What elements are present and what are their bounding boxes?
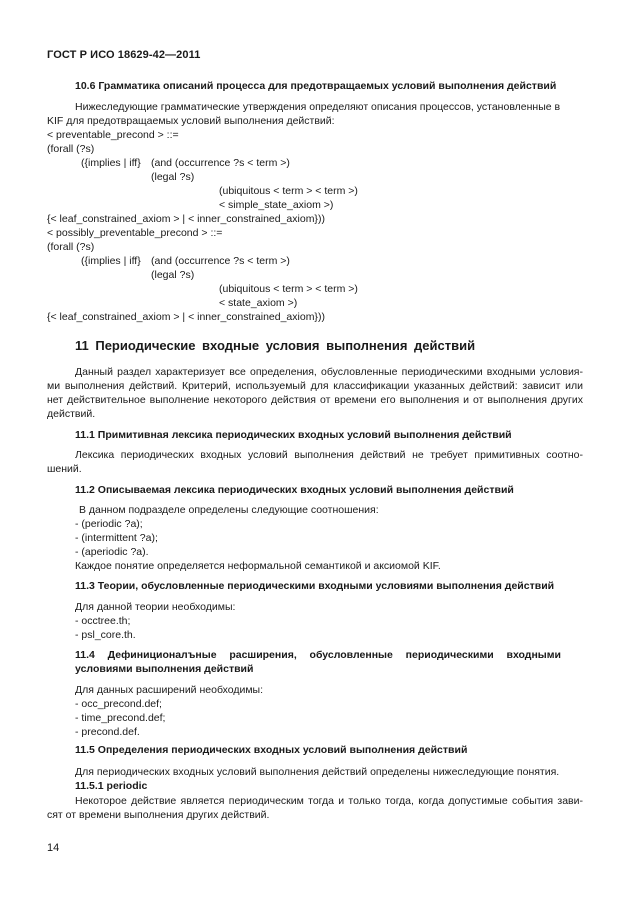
- section-11-3-title: 11.3 Теории, обусловленные периодическими входными условиями выполнения действий: [75, 580, 555, 592]
- grammar-line: (legal ?s): [151, 171, 195, 183]
- grammar-line: < possibly_preventable_precond > ::=: [47, 227, 223, 239]
- grammar-line: (ubiquitous < term > < term >): [219, 283, 358, 295]
- page-number: 14: [47, 842, 60, 854]
- grammar-line: (forall (?s): [47, 241, 95, 253]
- grammar-line: (ubiquitous < term > < term >): [219, 185, 358, 197]
- section-11-2-title: 11.2 Описываемая лексика периодических входных условий выполнения действий: [75, 484, 514, 496]
- section-11-heading: 11 Периодические входные условия выполнения действий: [75, 338, 476, 353]
- paragraph-line: нет действительное выполнение некоторого действия от времени его выполнения и от выполнения других: [47, 394, 583, 406]
- paragraph-line: Лексика периодических входных условий выполнения действий не требует примитивных соотно-: [75, 449, 583, 461]
- paragraph-line: ми выполнения действий. Критерий, используемый для классификации указанных действий: зависит или: [47, 380, 583, 392]
- list-item: - precond.def.: [75, 726, 140, 738]
- grammar-line: (and (occurrence ?s < term >): [151, 157, 290, 169]
- paragraph-line: Данный раздел характеризует все определения, обусловленные периодическими входными условия-: [75, 366, 583, 378]
- paragraph-line: Для периодических входных условий выполнения действий определены нижеследующие понятия.: [75, 766, 560, 778]
- grammar-line: (forall (?s): [47, 143, 95, 155]
- paragraph-line: Некоторое действие является периодическим тогда и только тогда, когда допустимые события зави-: [75, 795, 583, 807]
- paragraph-line: сят от времени выполнения других действий.: [47, 809, 270, 821]
- paragraph-line: Для данных расширений необходимы:: [75, 684, 264, 696]
- document-header: ГОСТ Р ИСО 18629-42—2011: [47, 49, 201, 61]
- paragraph-line: шений.: [47, 463, 82, 475]
- grammar-line: (legal ?s): [151, 269, 195, 281]
- subsection-11-5-1-title: 11.5.1 periodic: [75, 780, 148, 792]
- paragraph-line: Для данной теории необходимы:: [75, 601, 236, 613]
- section-10-6-intro-line-2: KIF для предотвращаемых условий выполнения действий:: [47, 115, 335, 127]
- grammar-line: < state_axiom >): [219, 297, 298, 309]
- paragraph-line: В данном подразделе определены следующие соотношения:: [79, 504, 379, 516]
- grammar-line: (and (occurrence ?s < term >): [151, 255, 290, 267]
- grammar-line: < preventable_precond > ::=: [47, 129, 179, 141]
- list-item: - time_precond.def;: [75, 712, 166, 724]
- grammar-line: < simple_state_axiom >): [219, 199, 334, 211]
- section-11-5-title: 11.5 Определения периодических входных условий выполнения действий: [75, 744, 468, 756]
- paragraph-line: действий.: [47, 408, 96, 420]
- section-10-6-title: 10.6 Грамматика описаний процесса для предотвращаемых условий выполнения действий: [75, 80, 557, 92]
- section-10-6-intro-line-1: Нижеследующие грамматические утверждения определяют описания процессов, установленные в: [75, 101, 561, 113]
- list-item: - psl_core.th.: [75, 629, 136, 641]
- list-item: - (periodic ?a);: [75, 518, 143, 530]
- list-item: - occ_precond.def;: [75, 698, 162, 710]
- grammar-line: ({implies | iff}: [81, 157, 141, 169]
- grammar-line: {< leaf_constrained_axiom > | < inner_constrained_axiom})): [47, 213, 325, 225]
- list-item: - occtree.th;: [75, 615, 131, 627]
- grammar-line: {< leaf_constrained_axiom > | < inner_constrained_axiom})): [47, 311, 325, 323]
- grammar-line: ({implies | iff}: [81, 255, 141, 267]
- section-11-1-title: 11.1 Примитивная лексика периодических входных условий выполнения действий: [75, 429, 512, 441]
- section-11-4-title-line-2: условиями выполнения действий: [75, 663, 254, 675]
- paragraph-line: Каждое понятие определяется неформальной семантикой и аксиомой KIF.: [75, 560, 441, 572]
- section-11-4-title-line-1: 11.4 Дефиниционалъные расширения, обусловленные периодическими входными: [75, 649, 561, 661]
- list-item: - (aperiodic ?a).: [75, 546, 149, 558]
- list-item: - (intermittent ?a);: [75, 532, 158, 544]
